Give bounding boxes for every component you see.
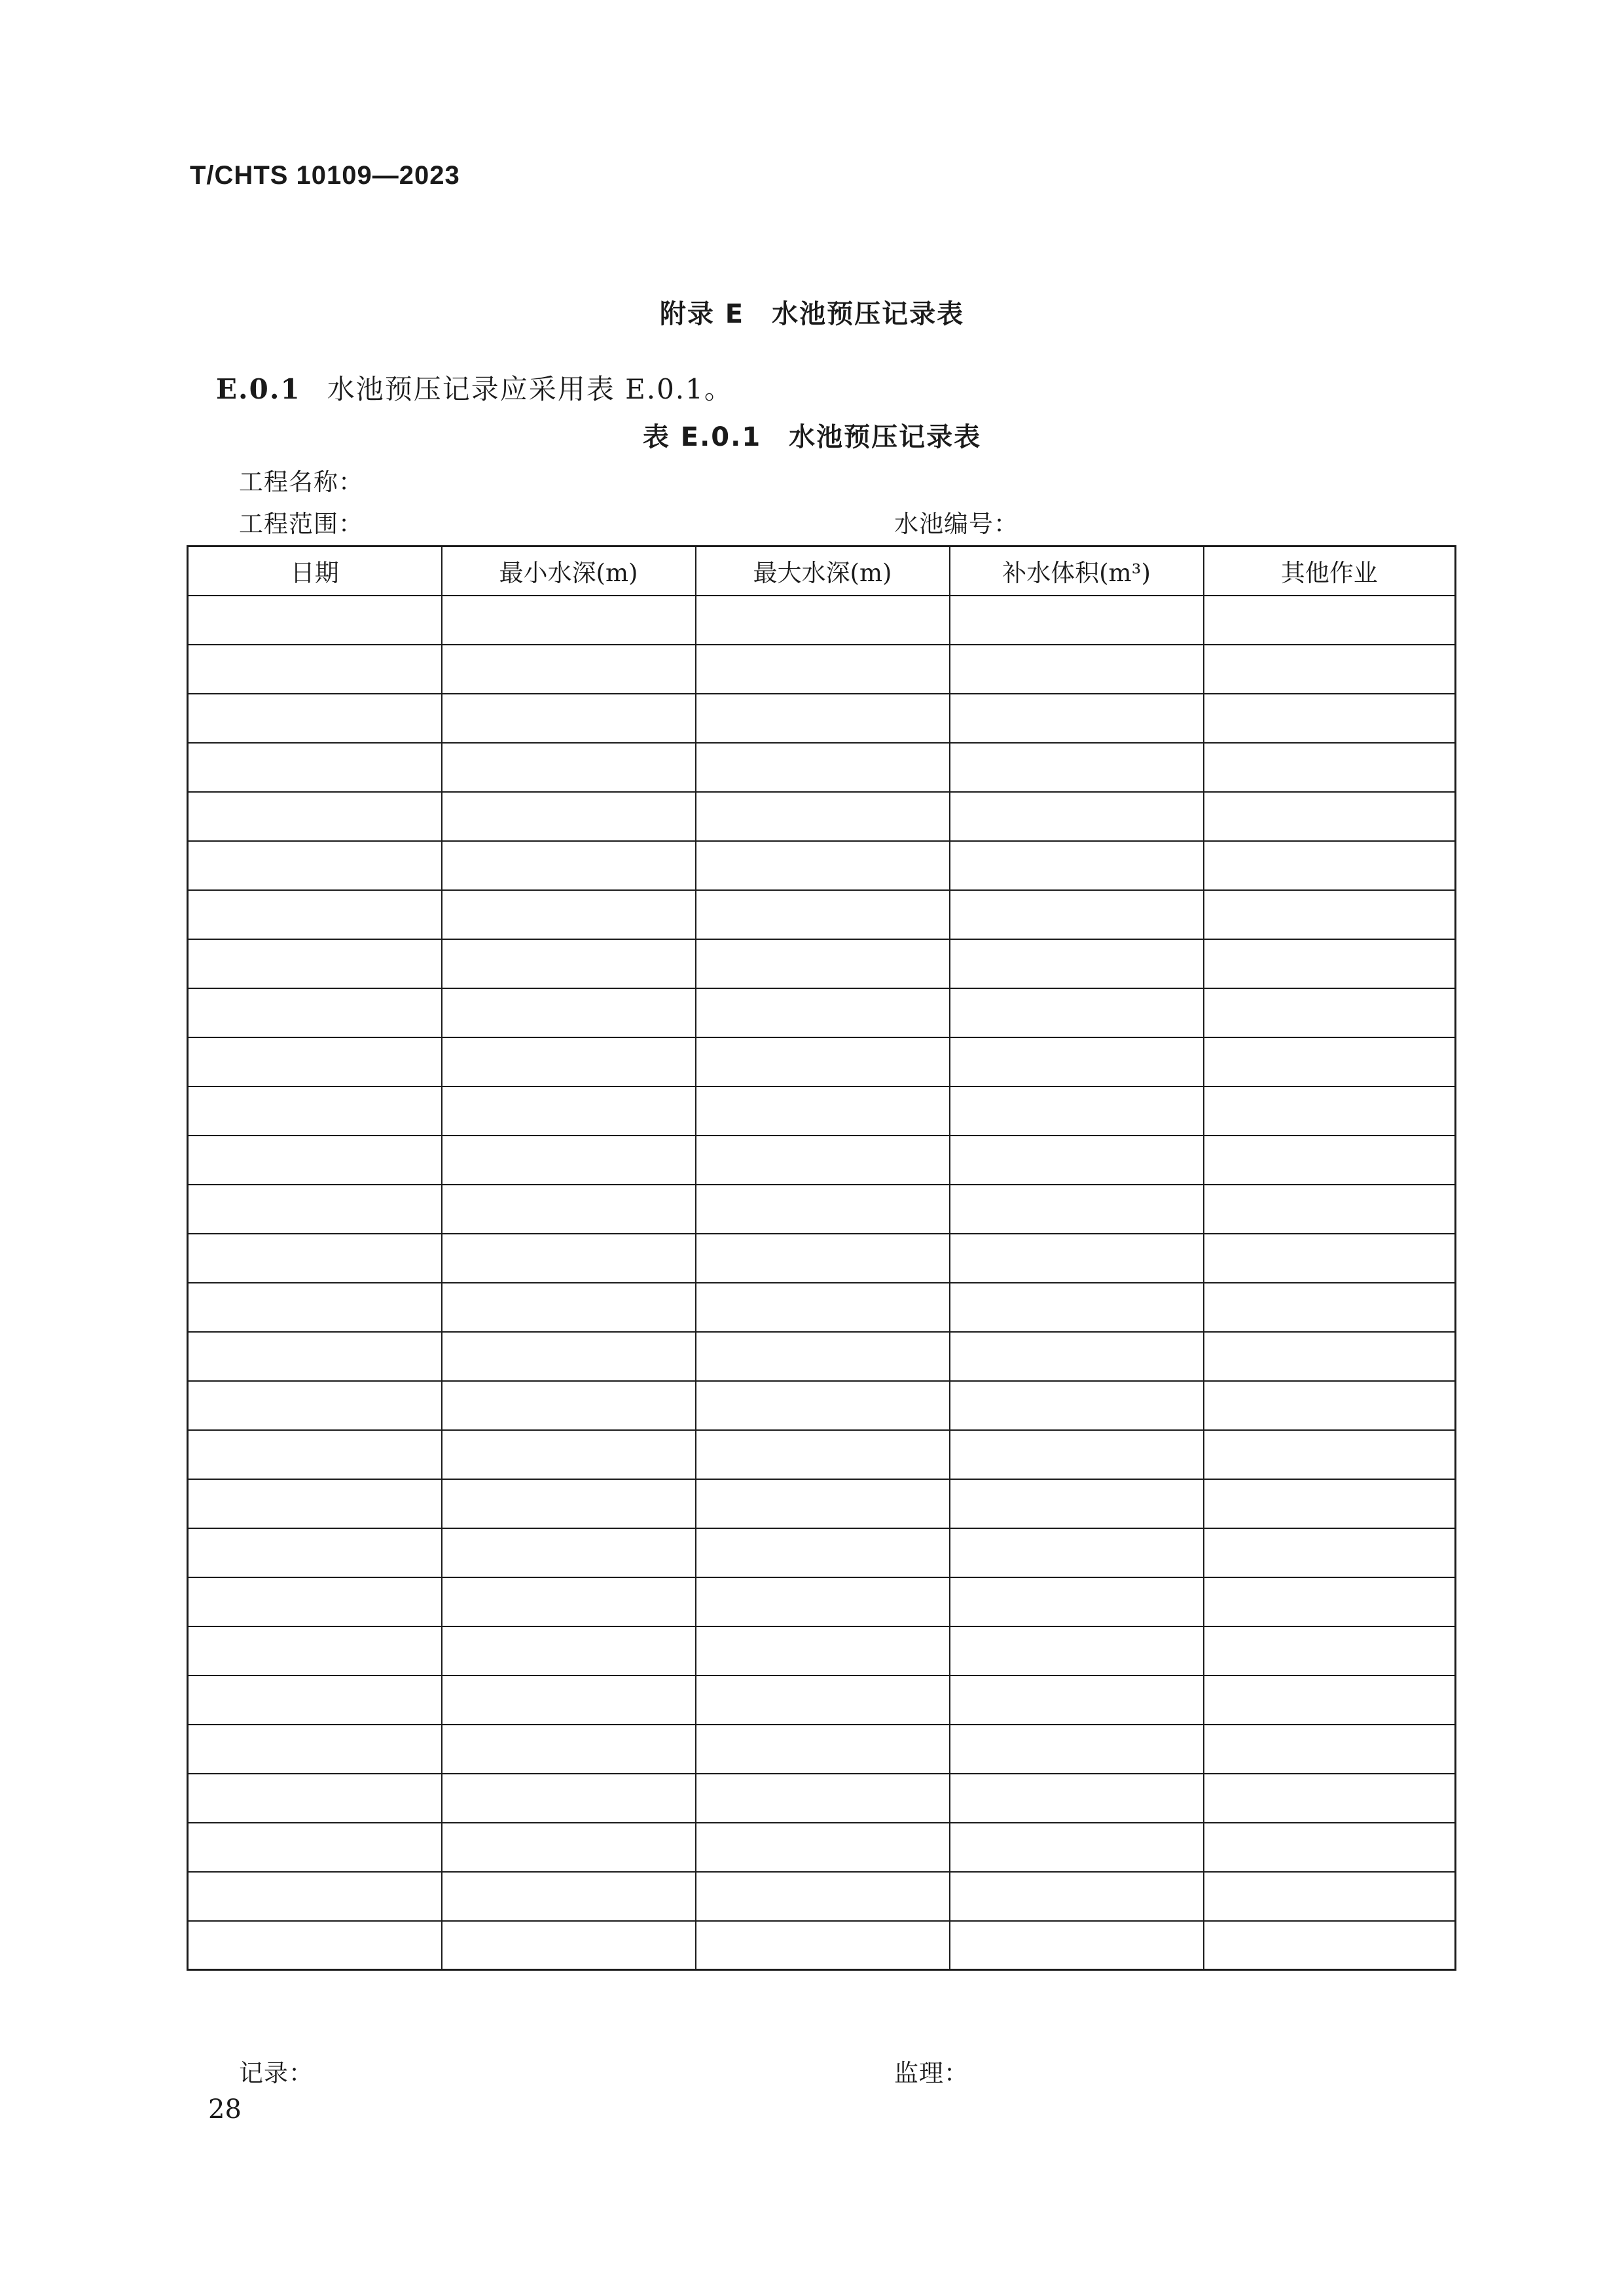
table-cell[interactable] [950,1577,1204,1626]
table-cell[interactable] [188,939,442,988]
table-cell[interactable] [950,596,1204,645]
table-row [188,1823,1456,1872]
appendix-title: 附录 E 水池预压记录表 [659,299,965,329]
table-cell[interactable] [950,645,1204,694]
table-cell[interactable] [188,1086,442,1136]
table-cell[interactable] [950,1823,1204,1872]
table-cell[interactable] [1204,939,1456,988]
table-cell[interactable] [696,1283,950,1332]
table-cell[interactable] [696,1774,950,1823]
table-row [188,1774,1456,1823]
table-cell[interactable] [696,939,950,988]
table-row [188,841,1456,890]
table-cell[interactable] [442,1676,696,1725]
table-cell[interactable] [950,1774,1204,1823]
table-cell[interactable] [1204,1823,1456,1872]
table-cell[interactable] [950,1185,1204,1234]
table-body [188,596,1456,1970]
table-cell[interactable] [442,645,696,694]
table-cell[interactable] [950,1037,1204,1086]
table-cell[interactable] [442,1283,696,1332]
table-cell[interactable] [442,1037,696,1086]
table-cell[interactable] [1204,1774,1456,1823]
table-cell[interactable] [950,1479,1204,1528]
column-header-refill-volume: 补水体积(m³) [950,547,1204,596]
table-cell[interactable] [188,1430,442,1479]
table-cell[interactable] [442,890,696,939]
table-cell[interactable] [1204,1037,1456,1086]
table-cell[interactable] [188,1577,442,1626]
table-row [188,1872,1456,1921]
table-row [188,890,1456,939]
table-cell[interactable] [188,596,442,645]
table-row [188,1479,1456,1528]
table-cell[interactable] [188,743,442,792]
table-cell[interactable] [1204,792,1456,841]
table-cell[interactable] [188,1872,442,1921]
table-cell[interactable] [950,1921,1204,1970]
table-cell[interactable] [950,1626,1204,1676]
table-row [188,1136,1456,1185]
table-cell[interactable] [1204,1872,1456,1921]
table-row [188,1577,1456,1626]
table-cell[interactable] [696,1479,950,1528]
table-cell[interactable] [1204,694,1456,743]
table-cell[interactable] [442,1332,696,1381]
table-cell[interactable] [696,1823,950,1872]
column-header-date: 日期 [188,547,442,596]
table-cell[interactable] [696,988,950,1037]
table-row [188,743,1456,792]
table-cell[interactable] [950,890,1204,939]
table-row [188,596,1456,645]
table-cell[interactable] [188,988,442,1037]
table-cell[interactable] [188,792,442,841]
table-cell[interactable] [1204,645,1456,694]
table-cell[interactable] [442,1528,696,1577]
table-row [188,1086,1456,1136]
table-cell[interactable] [188,1136,442,1185]
column-header-min-depth: 最小水深(m) [442,547,696,596]
table-cell[interactable] [1204,743,1456,792]
table-cell[interactable] [950,743,1204,792]
table-row [188,792,1456,841]
table-cell[interactable] [442,1774,696,1823]
table-cell[interactable] [696,1185,950,1234]
table-cell[interactable] [950,939,1204,988]
table-cell[interactable] [1204,1185,1456,1234]
table-cell[interactable] [696,1872,950,1921]
table-cell[interactable] [950,1381,1204,1430]
table-row [188,1430,1456,1479]
table-cell[interactable] [188,1234,442,1283]
table-cell[interactable] [696,1037,950,1086]
document-code: T/CHTS 10109—2023 [190,161,460,190]
table-row [188,1676,1456,1725]
table-cell[interactable] [950,988,1204,1037]
table-row [188,694,1456,743]
column-header-other-work: 其他作业 [1204,547,1456,596]
table-cell[interactable] [1204,1921,1456,1970]
table-cell[interactable] [442,1479,696,1528]
table-row [188,1332,1456,1381]
table-cell[interactable] [442,1234,696,1283]
table-cell[interactable] [696,890,950,939]
table-cell[interactable] [950,694,1204,743]
table-cell[interactable] [1204,1283,1456,1332]
table-cell[interactable] [950,1332,1204,1381]
table-cell[interactable] [1204,596,1456,645]
table-cell[interactable] [442,1725,696,1774]
table-cell[interactable] [950,1283,1204,1332]
table-cell[interactable] [696,1676,950,1725]
table-cell[interactable] [1204,988,1456,1037]
table-cell[interactable] [188,1381,442,1430]
table-cell[interactable] [188,1528,442,1577]
table-cell[interactable] [696,841,950,890]
table-cell[interactable] [442,792,696,841]
table-cell[interactable] [696,645,950,694]
record-table [187,545,1456,1971]
table-cell[interactable] [696,743,950,792]
table-cell[interactable] [1204,841,1456,890]
table-cell[interactable] [696,694,950,743]
recorder-label: 记录： [239,2059,314,2087]
table-cell[interactable] [696,1725,950,1774]
table-cell[interactable] [1204,1479,1456,1528]
table-cell[interactable] [188,841,442,890]
table-cell[interactable] [442,988,696,1037]
table-cell[interactable] [442,596,696,645]
table-cell[interactable] [188,1823,442,1872]
table-row [188,988,1456,1037]
table-cell[interactable] [696,1577,950,1626]
table-cell[interactable] [1204,1136,1456,1185]
table-row [188,1234,1456,1283]
table-cell[interactable] [1204,1332,1456,1381]
table-cell[interactable] [442,1430,696,1479]
table-cell[interactable] [950,1430,1204,1479]
table-cell[interactable] [696,1381,950,1430]
project-name-label: 工程名称： [239,468,363,496]
table-cell[interactable] [950,1725,1204,1774]
table-row [188,1725,1456,1774]
table-cell[interactable] [442,939,696,988]
table-cell[interactable] [188,1774,442,1823]
table-cell[interactable] [1204,890,1456,939]
supervisor-label: 监理： [894,2059,969,2087]
table-row [188,1381,1456,1430]
table-cell[interactable] [696,1086,950,1136]
table-cell[interactable] [188,1725,442,1774]
table-cell[interactable] [950,1872,1204,1921]
table-row [188,1626,1456,1676]
table-cell[interactable] [442,1921,696,1970]
page-number: 28 [208,2094,242,2125]
table-cell[interactable] [696,792,950,841]
table-cell[interactable] [1204,1430,1456,1479]
table-row [188,1185,1456,1234]
table-header-row [188,547,1456,596]
table-cell[interactable] [442,1086,696,1136]
table-row [188,1528,1456,1577]
table-caption: 表 E.0.1 水池预压记录表 [642,422,982,452]
table-cell[interactable] [188,1676,442,1725]
table-cell[interactable] [950,841,1204,890]
table-cell[interactable] [696,1921,950,1970]
table-cell[interactable] [188,1037,442,1086]
table-cell[interactable] [1204,1725,1456,1774]
table-cell[interactable] [442,1136,696,1185]
table-cell[interactable] [188,1283,442,1332]
pool-number-label: 水池编号： [894,510,1019,538]
table-cell[interactable] [442,694,696,743]
table-cell[interactable] [188,1185,442,1234]
table-cell[interactable] [696,1332,950,1381]
table-cell[interactable] [1204,1528,1456,1577]
table-cell[interactable] [442,1185,696,1234]
table-row [188,1037,1456,1086]
table-cell[interactable] [950,1676,1204,1725]
table-cell[interactable] [188,1479,442,1528]
table-cell[interactable] [1204,1577,1456,1626]
column-header-max-depth: 最大水深(m) [696,547,950,596]
table-row [188,1283,1456,1332]
table-cell[interactable] [442,1381,696,1430]
table-cell[interactable] [188,694,442,743]
table-cell[interactable] [188,1332,442,1381]
clause-text: 水池预压记录应采用表 E.0.1。 [327,373,733,405]
table-row [188,1921,1456,1970]
table-cell[interactable] [188,1921,442,1970]
table-cell[interactable] [950,1136,1204,1185]
table-cell[interactable] [1204,1086,1456,1136]
table-cell[interactable] [188,1626,442,1676]
table-cell[interactable] [950,1528,1204,1577]
table-cell[interactable] [1204,1626,1456,1676]
table-row [188,939,1456,988]
table-cell[interactable] [442,1626,696,1676]
table-cell[interactable] [188,890,442,939]
project-scope-label: 工程范围： [239,510,363,538]
table-cell[interactable] [696,1528,950,1577]
table-cell[interactable] [696,1430,950,1479]
table-cell[interactable] [696,1136,950,1185]
table-cell[interactable] [442,841,696,890]
table-cell[interactable] [696,1234,950,1283]
table-cell[interactable] [442,1823,696,1872]
table-cell[interactable] [188,645,442,694]
table-cell[interactable] [1204,1381,1456,1430]
table-cell[interactable] [950,1234,1204,1283]
clause-number: E.0.1 [216,373,301,405]
table-cell[interactable] [950,1086,1204,1136]
table-cell[interactable] [442,1577,696,1626]
table-row [188,645,1456,694]
table-cell[interactable] [696,596,950,645]
table-cell[interactable] [1204,1676,1456,1725]
clause [216,368,733,407]
table-cell[interactable] [442,743,696,792]
table-cell[interactable] [950,792,1204,841]
table-cell[interactable] [696,1626,950,1676]
table-cell[interactable] [1204,1234,1456,1283]
table-cell[interactable] [442,1872,696,1921]
